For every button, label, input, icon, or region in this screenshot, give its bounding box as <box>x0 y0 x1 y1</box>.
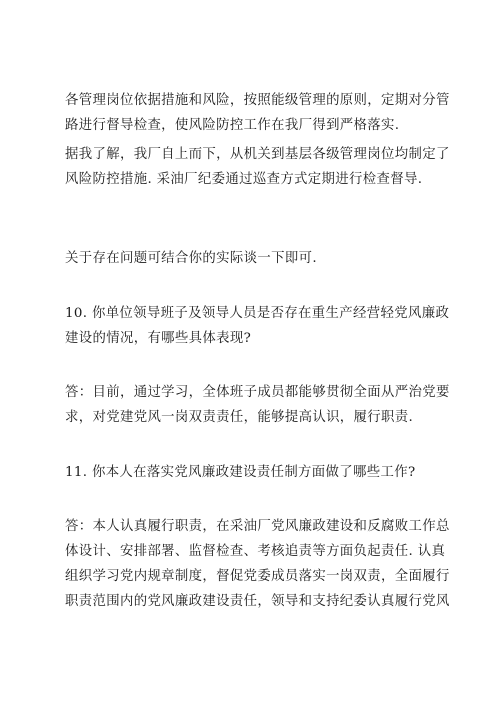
text-line: 各管理岗位依据措施和风险，按照能级管理的原则，定期对分管 <box>65 93 450 108</box>
answer-10 <box>65 380 450 430</box>
paragraph-risk-supervision <box>65 88 450 138</box>
text-line: 体设计、安排部署、监督检查、考核追责等方面负起责任. 认真 <box>65 544 446 559</box>
text-line: 建设的情况，有哪些具体表现? <box>65 331 252 346</box>
text-line: 10. 你单位领导班子及领导人员是否存在重生产经营轻党风廉政 <box>65 306 450 321</box>
text-line: 答：目前，通过学习，全体班子成员都能够贯彻全面从严治党要 <box>65 385 450 400</box>
answer-11 <box>65 514 450 614</box>
paragraph-risk-measures <box>65 142 450 192</box>
question-11 <box>65 460 440 485</box>
text-line: 据我了解，我厂自上而下，从机关到基层各级管理岗位均制定了 <box>65 147 450 162</box>
text-line: 关于存在问题可结合你的实际谈一下即可. <box>65 251 317 266</box>
text-line: 风险防控措施. 采油厂纪委通过巡查方式定期进行检查督导. <box>65 172 423 187</box>
paragraph-existing-issues <box>65 246 440 271</box>
text-line: 组织学习党内规章制度，督促党委成员落实一岗双责，全面履行 <box>65 569 450 584</box>
text-line: 11. 你本人在落实党风廉政建设责任制方面做了哪些工作? <box>65 465 416 480</box>
question-10 <box>65 301 450 351</box>
text-line: 职责范围内的党风廉政建设责任，领导和支持纪委认真履行党风 <box>65 594 450 609</box>
text-line: 路进行督导检查，使风险防控工作在我厂得到严格落实. <box>65 118 400 133</box>
text-line: 答：本人认真履行职责，在采油厂党风廉政建设和反腐败工作总 <box>65 519 450 534</box>
text-line: 求，对党建党风一岗双责责任，能够提高认识，履行职责. <box>65 410 414 425</box>
